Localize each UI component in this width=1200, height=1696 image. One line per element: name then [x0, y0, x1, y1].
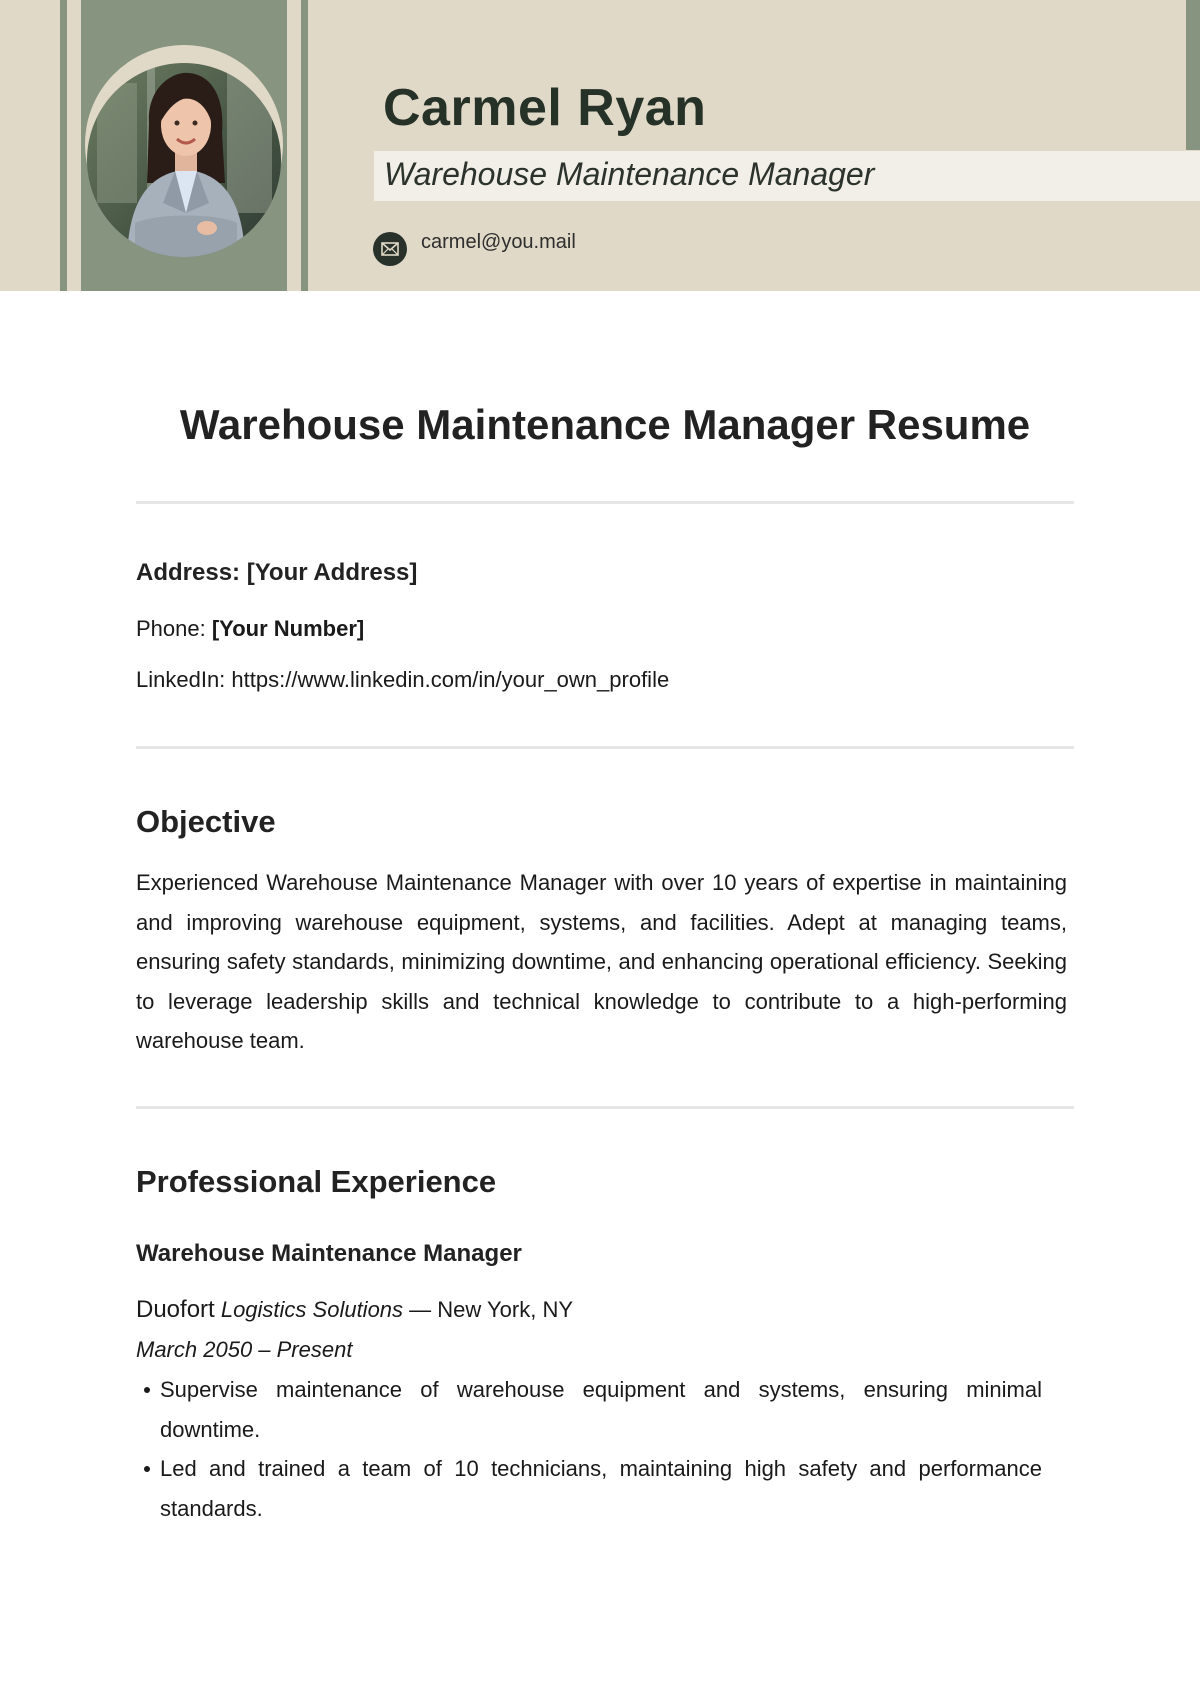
decorative-stripe-right	[301, 0, 308, 291]
divider	[136, 1106, 1074, 1109]
objective-text: Experienced Warehouse Maintenance Manager with over 10 years of expertise in maintaining and improving warehouse equipment, systems, and facilities. Adept at managing teams, ensuring safety standards, minimizing downtime, and enhancing operational efficiency. Seeking to leverage leadership skills and technical knowledge to contribute to a high-performing warehouse team.	[136, 870, 1067, 1053]
header-banner	[0, 0, 1200, 291]
list-item	[136, 1449, 1042, 1528]
linkedin-link[interactable]: https://www.linkedin.com/in/your_own_profile	[231, 667, 670, 692]
decorative-stripe-left	[60, 0, 67, 291]
company-name: Duofort	[136, 1296, 215, 1323]
bullet-icon	[144, 1387, 150, 1393]
job-location: — New York, NY	[409, 1297, 574, 1322]
job-dates: March 2050 – Present	[136, 1337, 353, 1362]
candidate-name: Carmel Ryan	[383, 79, 707, 137]
experience-heading: Professional Experience	[136, 1164, 497, 1199]
phone-line	[136, 616, 364, 642]
email-link[interactable]: carmel@you.mail	[421, 231, 576, 253]
bullet-icon	[144, 1466, 150, 1472]
linkedin-line	[136, 667, 669, 693]
objective-heading: Objective	[136, 804, 276, 839]
decorative-stripe-edge	[1186, 0, 1200, 150]
candidate-role: Warehouse Maintenance Manager	[384, 156, 875, 192]
bullet-text: Led and trained a team of 10 technicians, maintaining high safety and performance standards.	[160, 1456, 1042, 1521]
phone-label: Phone:	[136, 616, 206, 641]
job-company-line	[136, 1296, 573, 1324]
envelope-icon	[373, 232, 407, 266]
phone-value: [Your Number]	[211, 616, 365, 641]
divider	[136, 501, 1074, 504]
company-division: Logistics Solutions	[220, 1297, 404, 1322]
bullet-text: Supervise maintenance of warehouse equipment and systems, ensuring minimal downtime.	[160, 1377, 1042, 1442]
linkedin-label: LinkedIn:	[136, 667, 226, 692]
profile-photo	[87, 63, 281, 257]
job-bullets	[136, 1370, 1042, 1528]
address-line: Address: [Your Address]	[136, 559, 418, 586]
document-title: Warehouse Maintenance Manager Resume	[179, 401, 1031, 448]
job-title: Warehouse Maintenance Manager	[136, 1240, 522, 1267]
divider	[136, 746, 1074, 749]
list-item	[136, 1370, 1042, 1449]
